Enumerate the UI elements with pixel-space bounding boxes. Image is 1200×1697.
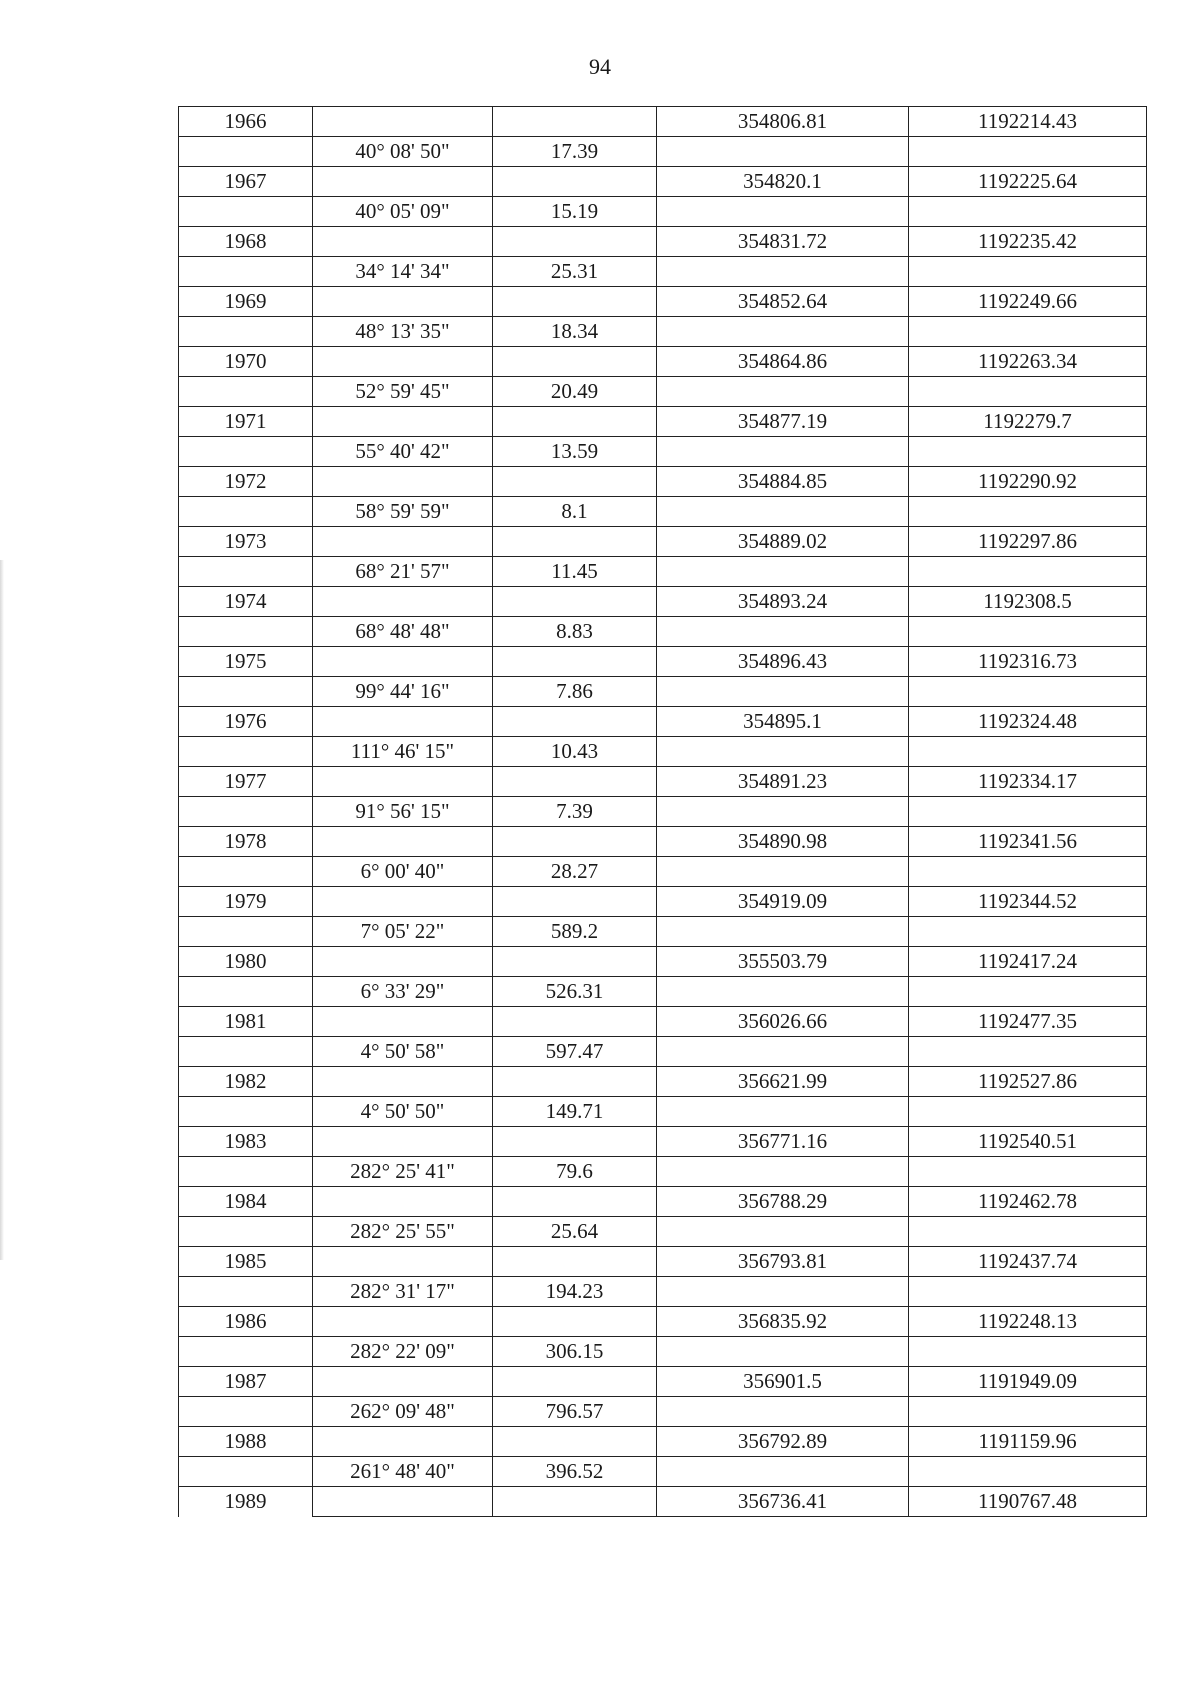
course-row bbox=[179, 497, 1147, 527]
course-bearing-cell: 55° 40' 42" bbox=[313, 437, 493, 467]
course-bearing-cell: 68° 48' 48" bbox=[313, 617, 493, 647]
station-row bbox=[179, 227, 1147, 257]
empty-distance-cell bbox=[493, 707, 657, 737]
empty-distance-cell bbox=[493, 107, 657, 137]
station-year-cell: 1986 bbox=[179, 1307, 313, 1337]
station-y-coordinate-cell: 1192437.74 bbox=[909, 1247, 1147, 1277]
course-row bbox=[179, 317, 1147, 347]
empty-year-cell bbox=[179, 1037, 313, 1067]
station-y-coordinate-cell: 1192297.86 bbox=[909, 527, 1147, 557]
empty-distance-cell bbox=[493, 287, 657, 317]
station-year-cell: 1975 bbox=[179, 647, 313, 677]
station-y-coordinate-cell: 1192214.43 bbox=[909, 107, 1147, 137]
page-number: 94 bbox=[589, 54, 611, 79]
station-year-cell: 1969 bbox=[179, 287, 313, 317]
course-distance-cell: 526.31 bbox=[493, 977, 657, 1007]
station-y-coordinate-cell: 1192341.56 bbox=[909, 827, 1147, 857]
course-distance-cell: 7.39 bbox=[493, 797, 657, 827]
course-bearing-cell: 91° 56' 15" bbox=[313, 797, 493, 827]
station-year-cell: 1977 bbox=[179, 767, 313, 797]
empty-bearing-cell bbox=[313, 1427, 493, 1457]
course-bearing-cell: 34° 14' 34" bbox=[313, 257, 493, 287]
course-row bbox=[179, 1097, 1147, 1127]
empty-distance-cell bbox=[493, 587, 657, 617]
empty-bearing-cell bbox=[313, 347, 493, 377]
empty-y-cell bbox=[909, 197, 1147, 227]
empty-x-cell bbox=[657, 677, 909, 707]
empty-y-cell bbox=[909, 737, 1147, 767]
empty-distance-cell bbox=[493, 1247, 657, 1277]
course-bearing-cell: 58° 59' 59" bbox=[313, 497, 493, 527]
empty-year-cell bbox=[179, 257, 313, 287]
station-row bbox=[179, 587, 1147, 617]
empty-y-cell bbox=[909, 857, 1147, 887]
station-x-coordinate-cell: 354884.85 bbox=[657, 467, 909, 497]
station-row bbox=[179, 827, 1147, 857]
empty-bearing-cell bbox=[313, 527, 493, 557]
empty-bearing-cell bbox=[313, 1367, 493, 1397]
empty-y-cell bbox=[909, 1337, 1147, 1367]
station-year-cell: 1979 bbox=[179, 887, 313, 917]
empty-x-cell bbox=[657, 977, 909, 1007]
coordinates-table bbox=[178, 106, 1147, 1517]
empty-distance-cell bbox=[493, 1487, 657, 1517]
station-y-coordinate-cell: 1192417.24 bbox=[909, 947, 1147, 977]
empty-distance-cell bbox=[493, 1307, 657, 1337]
empty-distance-cell bbox=[493, 1367, 657, 1397]
empty-y-cell bbox=[909, 677, 1147, 707]
course-bearing-cell: 40° 08' 50" bbox=[313, 137, 493, 167]
empty-x-cell bbox=[657, 1457, 909, 1487]
station-y-coordinate-cell: 1192225.64 bbox=[909, 167, 1147, 197]
station-y-coordinate-cell: 1192308.5 bbox=[909, 587, 1147, 617]
course-bearing-cell: 4° 50' 58" bbox=[313, 1037, 493, 1067]
coordinates-table-body bbox=[179, 107, 1147, 1517]
empty-x-cell bbox=[657, 797, 909, 827]
empty-x-cell bbox=[657, 1337, 909, 1367]
station-x-coordinate-cell: 354831.72 bbox=[657, 227, 909, 257]
station-year-cell: 1982 bbox=[179, 1067, 313, 1097]
empty-x-cell bbox=[657, 377, 909, 407]
station-row bbox=[179, 347, 1147, 377]
empty-distance-cell bbox=[493, 527, 657, 557]
station-row bbox=[179, 887, 1147, 917]
station-row bbox=[179, 467, 1147, 497]
empty-distance-cell bbox=[493, 1427, 657, 1457]
course-bearing-cell: 6° 33' 29" bbox=[313, 977, 493, 1007]
station-x-coordinate-cell: 354806.81 bbox=[657, 107, 909, 137]
empty-year-cell bbox=[179, 1337, 313, 1367]
station-row bbox=[179, 1007, 1147, 1037]
empty-year-cell bbox=[179, 197, 313, 227]
course-distance-cell: 10.43 bbox=[493, 737, 657, 767]
course-distance-cell: 796.57 bbox=[493, 1397, 657, 1427]
course-bearing-cell: 7° 05' 22" bbox=[313, 917, 493, 947]
empty-y-cell bbox=[909, 1037, 1147, 1067]
station-year-cell: 1987 bbox=[179, 1367, 313, 1397]
station-row bbox=[179, 767, 1147, 797]
station-year-cell: 1976 bbox=[179, 707, 313, 737]
empty-year-cell bbox=[179, 1457, 313, 1487]
course-bearing-cell: 4° 50' 50" bbox=[313, 1097, 493, 1127]
station-y-coordinate-cell: 1192279.7 bbox=[909, 407, 1147, 437]
station-year-cell: 1989 bbox=[179, 1487, 313, 1517]
station-row bbox=[179, 167, 1147, 197]
station-year-cell: 1968 bbox=[179, 227, 313, 257]
station-y-coordinate-cell: 1192249.66 bbox=[909, 287, 1147, 317]
station-x-coordinate-cell: 356792.89 bbox=[657, 1427, 909, 1457]
course-row bbox=[179, 257, 1147, 287]
empty-distance-cell bbox=[493, 1187, 657, 1217]
station-x-coordinate-cell: 354864.86 bbox=[657, 347, 909, 377]
course-bearing-cell: 262° 09' 48" bbox=[313, 1397, 493, 1427]
course-distance-cell: 8.83 bbox=[493, 617, 657, 647]
course-bearing-cell: 68° 21' 57" bbox=[313, 557, 493, 587]
station-row bbox=[179, 1127, 1147, 1157]
empty-distance-cell bbox=[493, 1007, 657, 1037]
station-year-cell: 1972 bbox=[179, 467, 313, 497]
course-distance-cell: 149.71 bbox=[493, 1097, 657, 1127]
empty-x-cell bbox=[657, 437, 909, 467]
station-y-coordinate-cell: 1192263.34 bbox=[909, 347, 1147, 377]
station-year-cell: 1966 bbox=[179, 107, 313, 137]
empty-distance-cell bbox=[493, 767, 657, 797]
station-x-coordinate-cell: 354852.64 bbox=[657, 287, 909, 317]
station-year-cell: 1985 bbox=[179, 1247, 313, 1277]
station-x-coordinate-cell: 354893.24 bbox=[657, 587, 909, 617]
course-distance-cell: 79.6 bbox=[493, 1157, 657, 1187]
empty-distance-cell bbox=[493, 827, 657, 857]
course-row bbox=[179, 197, 1147, 227]
empty-x-cell bbox=[657, 197, 909, 227]
course-distance-cell: 194.23 bbox=[493, 1277, 657, 1307]
course-distance-cell: 15.19 bbox=[493, 197, 657, 227]
station-row bbox=[179, 1187, 1147, 1217]
empty-bearing-cell bbox=[313, 707, 493, 737]
empty-x-cell bbox=[657, 1157, 909, 1187]
course-distance-cell: 18.34 bbox=[493, 317, 657, 347]
station-y-coordinate-cell: 1192324.48 bbox=[909, 707, 1147, 737]
station-row bbox=[179, 1247, 1147, 1277]
station-row bbox=[179, 107, 1147, 137]
empty-bearing-cell bbox=[313, 407, 493, 437]
empty-y-cell bbox=[909, 437, 1147, 467]
station-y-coordinate-cell: 1191159.96 bbox=[909, 1427, 1147, 1457]
station-row bbox=[179, 707, 1147, 737]
empty-year-cell bbox=[179, 317, 313, 347]
course-bearing-cell: 111° 46' 15" bbox=[313, 737, 493, 767]
empty-y-cell bbox=[909, 497, 1147, 527]
course-row bbox=[179, 1157, 1147, 1187]
course-bearing-cell: 48° 13' 35" bbox=[313, 317, 493, 347]
station-y-coordinate-cell: 1190767.48 bbox=[909, 1487, 1147, 1517]
empty-bearing-cell bbox=[313, 1007, 493, 1037]
station-y-coordinate-cell: 1192334.17 bbox=[909, 767, 1147, 797]
course-distance-cell: 396.52 bbox=[493, 1457, 657, 1487]
station-x-coordinate-cell: 354820.1 bbox=[657, 167, 909, 197]
empty-y-cell bbox=[909, 797, 1147, 827]
station-row bbox=[179, 407, 1147, 437]
empty-distance-cell bbox=[493, 467, 657, 497]
station-y-coordinate-cell: 1192290.92 bbox=[909, 467, 1147, 497]
course-distance-cell: 25.64 bbox=[493, 1217, 657, 1247]
course-distance-cell: 11.45 bbox=[493, 557, 657, 587]
empty-bearing-cell bbox=[313, 1187, 493, 1217]
empty-x-cell bbox=[657, 617, 909, 647]
course-row bbox=[179, 377, 1147, 407]
empty-x-cell bbox=[657, 737, 909, 767]
empty-bearing-cell bbox=[313, 887, 493, 917]
empty-year-cell bbox=[179, 1217, 313, 1247]
station-x-coordinate-cell: 355503.79 bbox=[657, 947, 909, 977]
station-x-coordinate-cell: 354919.09 bbox=[657, 887, 909, 917]
station-x-coordinate-cell: 356621.99 bbox=[657, 1067, 909, 1097]
empty-bearing-cell bbox=[313, 767, 493, 797]
course-bearing-cell: 52° 59' 45" bbox=[313, 377, 493, 407]
course-bearing-cell: 99° 44' 16" bbox=[313, 677, 493, 707]
empty-bearing-cell bbox=[313, 1067, 493, 1097]
station-year-cell: 1967 bbox=[179, 167, 313, 197]
course-bearing-cell: 261° 48' 40" bbox=[313, 1457, 493, 1487]
empty-bearing-cell bbox=[313, 1127, 493, 1157]
station-x-coordinate-cell: 354889.02 bbox=[657, 527, 909, 557]
station-year-cell: 1971 bbox=[179, 407, 313, 437]
course-row bbox=[179, 977, 1147, 1007]
course-row bbox=[179, 677, 1147, 707]
station-year-cell: 1988 bbox=[179, 1427, 313, 1457]
station-y-coordinate-cell: 1192344.52 bbox=[909, 887, 1147, 917]
empty-x-cell bbox=[657, 497, 909, 527]
empty-year-cell bbox=[179, 497, 313, 527]
empty-distance-cell bbox=[493, 1067, 657, 1097]
station-year-cell: 1983 bbox=[179, 1127, 313, 1157]
empty-y-cell bbox=[909, 977, 1147, 1007]
course-distance-cell: 25.31 bbox=[493, 257, 657, 287]
station-row bbox=[179, 527, 1147, 557]
station-x-coordinate-cell: 356026.66 bbox=[657, 1007, 909, 1037]
station-row bbox=[179, 1427, 1147, 1457]
station-y-coordinate-cell: 1192527.86 bbox=[909, 1067, 1147, 1097]
empty-year-cell bbox=[179, 677, 313, 707]
course-distance-cell: 17.39 bbox=[493, 137, 657, 167]
empty-y-cell bbox=[909, 1097, 1147, 1127]
empty-x-cell bbox=[657, 137, 909, 167]
empty-bearing-cell bbox=[313, 1487, 493, 1517]
course-row bbox=[179, 737, 1147, 767]
course-distance-cell: 597.47 bbox=[493, 1037, 657, 1067]
empty-y-cell bbox=[909, 377, 1147, 407]
course-row bbox=[179, 1277, 1147, 1307]
station-row bbox=[179, 1367, 1147, 1397]
station-x-coordinate-cell: 356901.5 bbox=[657, 1367, 909, 1397]
empty-y-cell bbox=[909, 137, 1147, 167]
empty-x-cell bbox=[657, 557, 909, 587]
course-bearing-cell: 282° 31' 17" bbox=[313, 1277, 493, 1307]
empty-y-cell bbox=[909, 257, 1147, 287]
empty-year-cell bbox=[179, 377, 313, 407]
course-row bbox=[179, 617, 1147, 647]
station-y-coordinate-cell: 1192248.13 bbox=[909, 1307, 1147, 1337]
station-x-coordinate-cell: 354890.98 bbox=[657, 827, 909, 857]
empty-y-cell bbox=[909, 1217, 1147, 1247]
station-year-cell: 1978 bbox=[179, 827, 313, 857]
empty-bearing-cell bbox=[313, 467, 493, 497]
course-bearing-cell: 40° 05' 09" bbox=[313, 197, 493, 227]
station-x-coordinate-cell: 356736.41 bbox=[657, 1487, 909, 1517]
empty-distance-cell bbox=[493, 647, 657, 677]
empty-distance-cell bbox=[493, 407, 657, 437]
station-year-cell: 1981 bbox=[179, 1007, 313, 1037]
course-distance-cell: 589.2 bbox=[493, 917, 657, 947]
course-bearing-cell: 282° 22' 09" bbox=[313, 1337, 493, 1367]
empty-distance-cell bbox=[493, 947, 657, 977]
course-bearing-cell: 282° 25' 41" bbox=[313, 1157, 493, 1187]
empty-y-cell bbox=[909, 1277, 1147, 1307]
station-x-coordinate-cell: 356771.16 bbox=[657, 1127, 909, 1157]
station-y-coordinate-cell: 1192316.73 bbox=[909, 647, 1147, 677]
empty-y-cell bbox=[909, 317, 1147, 347]
empty-year-cell bbox=[179, 617, 313, 647]
empty-x-cell bbox=[657, 317, 909, 347]
empty-y-cell bbox=[909, 557, 1147, 587]
station-y-coordinate-cell: 1192462.78 bbox=[909, 1187, 1147, 1217]
station-year-cell: 1980 bbox=[179, 947, 313, 977]
station-x-coordinate-cell: 354896.43 bbox=[657, 647, 909, 677]
empty-x-cell bbox=[657, 1397, 909, 1427]
station-x-coordinate-cell: 354877.19 bbox=[657, 407, 909, 437]
course-row bbox=[179, 857, 1147, 887]
station-row bbox=[179, 1307, 1147, 1337]
empty-y-cell bbox=[909, 1157, 1147, 1187]
station-year-cell: 1973 bbox=[179, 527, 313, 557]
station-x-coordinate-cell: 354891.23 bbox=[657, 767, 909, 797]
station-row bbox=[179, 1067, 1147, 1097]
empty-y-cell bbox=[909, 1397, 1147, 1427]
station-row bbox=[179, 947, 1147, 977]
scan-edge-artifact bbox=[0, 560, 4, 1260]
empty-x-cell bbox=[657, 857, 909, 887]
empty-distance-cell bbox=[493, 227, 657, 257]
empty-x-cell bbox=[657, 257, 909, 287]
empty-bearing-cell bbox=[313, 1247, 493, 1277]
empty-year-cell bbox=[179, 1277, 313, 1307]
empty-distance-cell bbox=[493, 167, 657, 197]
empty-year-cell bbox=[179, 1157, 313, 1187]
course-row bbox=[179, 1037, 1147, 1067]
course-distance-cell: 20.49 bbox=[493, 377, 657, 407]
course-row bbox=[179, 797, 1147, 827]
empty-y-cell bbox=[909, 617, 1147, 647]
course-row bbox=[179, 1397, 1147, 1427]
station-year-cell: 1970 bbox=[179, 347, 313, 377]
empty-year-cell bbox=[179, 977, 313, 1007]
station-row bbox=[179, 647, 1147, 677]
empty-bearing-cell bbox=[313, 167, 493, 197]
station-y-coordinate-cell: 1192540.51 bbox=[909, 1127, 1147, 1157]
course-row bbox=[179, 1457, 1147, 1487]
station-y-coordinate-cell: 1191949.09 bbox=[909, 1367, 1147, 1397]
empty-bearing-cell bbox=[313, 827, 493, 857]
empty-bearing-cell bbox=[313, 227, 493, 257]
empty-y-cell bbox=[909, 1457, 1147, 1487]
course-distance-cell: 13.59 bbox=[493, 437, 657, 467]
station-x-coordinate-cell: 356793.81 bbox=[657, 1247, 909, 1277]
empty-year-cell bbox=[179, 1397, 313, 1427]
station-row bbox=[179, 287, 1147, 317]
course-row bbox=[179, 137, 1147, 167]
empty-year-cell bbox=[179, 737, 313, 767]
empty-distance-cell bbox=[493, 347, 657, 377]
empty-year-cell bbox=[179, 857, 313, 887]
station-x-coordinate-cell: 356788.29 bbox=[657, 1187, 909, 1217]
course-bearing-cell: 6° 00' 40" bbox=[313, 857, 493, 887]
empty-year-cell bbox=[179, 797, 313, 827]
course-row bbox=[179, 1217, 1147, 1247]
empty-bearing-cell bbox=[313, 1307, 493, 1337]
station-year-cell: 1974 bbox=[179, 587, 313, 617]
empty-y-cell bbox=[909, 917, 1147, 947]
course-distance-cell: 306.15 bbox=[493, 1337, 657, 1367]
course-row bbox=[179, 557, 1147, 587]
course-distance-cell: 28.27 bbox=[493, 857, 657, 887]
empty-bearing-cell bbox=[313, 287, 493, 317]
station-year-cell: 1984 bbox=[179, 1187, 313, 1217]
empty-year-cell bbox=[179, 437, 313, 467]
course-bearing-cell: 282° 25' 55" bbox=[313, 1217, 493, 1247]
empty-x-cell bbox=[657, 1097, 909, 1127]
course-row bbox=[179, 437, 1147, 467]
empty-year-cell bbox=[179, 557, 313, 587]
empty-x-cell bbox=[657, 1217, 909, 1247]
empty-year-cell bbox=[179, 1097, 313, 1127]
station-x-coordinate-cell: 356835.92 bbox=[657, 1307, 909, 1337]
empty-x-cell bbox=[657, 1037, 909, 1067]
empty-bearing-cell bbox=[313, 647, 493, 677]
empty-distance-cell bbox=[493, 887, 657, 917]
course-distance-cell: 7.86 bbox=[493, 677, 657, 707]
empty-bearing-cell bbox=[313, 107, 493, 137]
empty-bearing-cell bbox=[313, 587, 493, 617]
station-y-coordinate-cell: 1192477.35 bbox=[909, 1007, 1147, 1037]
empty-year-cell bbox=[179, 137, 313, 167]
course-row bbox=[179, 1337, 1147, 1367]
empty-x-cell bbox=[657, 917, 909, 947]
empty-distance-cell bbox=[493, 1127, 657, 1157]
station-y-coordinate-cell: 1192235.42 bbox=[909, 227, 1147, 257]
course-row bbox=[179, 917, 1147, 947]
empty-year-cell bbox=[179, 917, 313, 947]
empty-bearing-cell bbox=[313, 947, 493, 977]
station-row bbox=[179, 1487, 1147, 1517]
empty-x-cell bbox=[657, 1277, 909, 1307]
station-x-coordinate-cell: 354895.1 bbox=[657, 707, 909, 737]
course-distance-cell: 8.1 bbox=[493, 497, 657, 527]
